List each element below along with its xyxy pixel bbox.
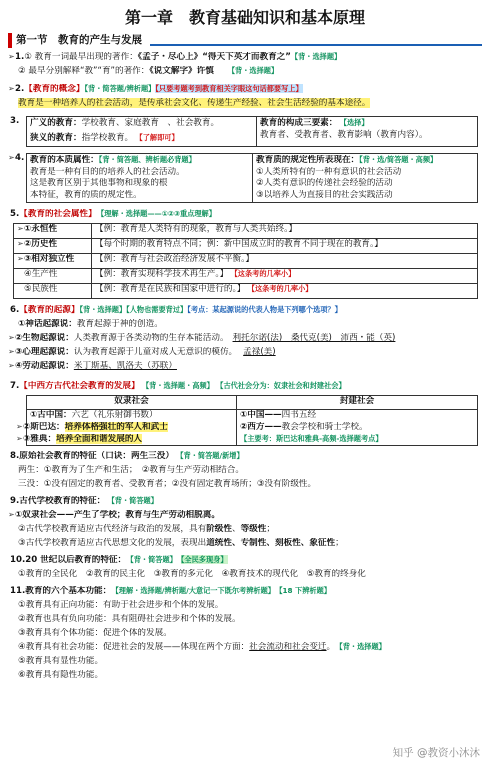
attribute-example: 【例：教育实现科学技术再生产。】 (95, 269, 229, 280)
function-line-2: ②教育也具有负向功能：具有阻碍社会进步和个体的发展。 (18, 614, 241, 625)
section-rule (150, 44, 482, 46)
item-3 (8, 116, 482, 147)
arrow-marker-icon: ➢ (16, 421, 23, 431)
ancient-school-line-3: ③古代学校教育适应古代思想文化的发展，表现出 (18, 538, 207, 549)
feudal-china-label: ①中国—— (240, 410, 282, 421)
item-11-heading: 教育的六个基本功能： (25, 586, 112, 597)
line-end: ； (266, 524, 275, 535)
feudal-west-label: ②西方—— (240, 421, 282, 432)
item-2-tag-note: 【只要考题考到教育相关字眼这句话都要写上】 (155, 84, 303, 93)
arrow-marker-icon: ➢ (17, 224, 24, 234)
arrow-marker-icon: ➢ (8, 52, 15, 61)
qualitative-tag: 【背・选/简答题・高频】 (359, 155, 438, 164)
item-8-tag: 【背・简答题/新增】 (179, 451, 244, 461)
ancient-education-table (16, 395, 478, 446)
section-title: 第一节 教育的产生与发展 (8, 33, 150, 47)
qualitative-line-1: ①人类所特有的一种有意识的社会活动 (256, 166, 402, 177)
item-9 (8, 496, 482, 552)
arrow-marker-icon: ➢ (16, 433, 23, 443)
table-row (14, 269, 478, 284)
qualitative-line-3: ③以培养人为直接目的社会实践活动 (256, 189, 393, 200)
qualitative-heading: 教育质的规定性所表现在： (256, 155, 360, 165)
item-6-tag-3: 【考点：某起源说的代表人物是下列哪个选项？】 (187, 305, 342, 315)
attribute-name: ②历史性 (24, 239, 58, 250)
origin-biology-text: 人类教育源于各类动物的生存本能活动。 (73, 333, 229, 344)
item-4-table (26, 153, 478, 203)
rank-nature: 等级性 (240, 524, 267, 535)
item-7-tag: 【背・选择题・高频】 (145, 381, 214, 391)
item-10-heading: 20 世纪以后教育的特征： (25, 555, 127, 566)
attribute-tag: 【这条考的几率小】 (251, 284, 313, 294)
item-6-heading: 【教育的起源】 (19, 305, 80, 316)
item-7 (8, 381, 482, 446)
item-1-line-2-text: ② 最早分别解释“教”“育”的著作： (18, 66, 150, 76)
ancient-school-line-1: ①奴隶社会——产生了学校；教育与生产劳动相脱离。 (15, 510, 220, 521)
ancient-china-text: 六艺（礼乐射御书数） (71, 410, 158, 421)
item-10-tag: 【背・简答题】 (130, 555, 177, 565)
item-number: 11. (10, 586, 26, 597)
item-3-table (26, 116, 478, 147)
qualitative-line-2: ②人类有意识的传递社会经验的活动 (256, 178, 393, 189)
table-row (14, 224, 478, 239)
feudal-china-text: 四书五经 (281, 410, 317, 421)
table-row (14, 239, 478, 254)
essential-attribute-tag: 【背・简答题、辨析题必背题】 (98, 155, 196, 164)
origin-psychology-people: 孟禄(美) (243, 347, 276, 358)
attribute-name: ③相对独立性 (24, 254, 75, 265)
item-4 (8, 153, 482, 203)
item-number: 8. (10, 451, 20, 462)
function-line-6: ⑥教育具有隐性功能。 (18, 670, 104, 681)
function-tag: 【背・选择题】 (339, 642, 386, 652)
attribute-name: ④生产性 (24, 269, 58, 280)
function-line-5: ⑤教育具有显性功能。 (18, 656, 104, 667)
sparta-label: ②斯巴达： (23, 421, 65, 432)
arrow-marker-icon: ➢ (8, 347, 15, 357)
item-11-tag: 【理解・选择题/辨析题/大意记一下既尔考辨析题】 (115, 586, 275, 596)
item-5 (8, 209, 482, 299)
modern-education-features: ①教育的全民化 ②教育的民主化 ③教育的多元化 ④教育技术的现代化 ⑤教育的终身化 (18, 569, 366, 580)
item-5-heading: 【教育的社会属性】 (19, 209, 97, 220)
attribute-example: 【每个时期的教育特点不同；例：新中国成立时的教育不同于现在的教育。】 (95, 239, 383, 250)
item-8-heading: 原始社会教育的特征（口诀：两生三没） (19, 451, 174, 462)
item-1-book: 《孟子・尽心上》 (137, 52, 203, 62)
item-2-definition: 教育是一种培养人的社会活动，是传承社会文化、传递生产经验、社会生活经验的基本途径。 (18, 98, 371, 108)
feudal-tag: 【主要考：斯巴达和雅典-高频-选择题考点】 (240, 433, 383, 443)
item-number: 1. (15, 52, 25, 62)
sparta-text: 培养体格强壮的军人和武士 (64, 421, 168, 432)
item-number: 6. (10, 305, 20, 316)
item-6-tag-2: 【人物也需要背过】 (126, 305, 188, 315)
item-number: 5. (10, 209, 20, 220)
item-8 (8, 451, 482, 493)
attribute-example: 【例：教育是在民族和国家中进行的。】 (95, 284, 246, 295)
cultural-nature: 道统性、专制性、刻板性、象征性 (206, 538, 336, 549)
arrow-marker-icon: ➢ (8, 510, 15, 520)
narrow-education-tag: 【了解即可】 (139, 132, 179, 142)
item-number: 2. (15, 84, 25, 94)
feudal-west-text: 教会学校和骑士学校。 (281, 421, 368, 432)
arrow-marker-icon: ➢ (8, 333, 15, 343)
origin-biology-people: 利托尔诺(法) 桑代克(美) 沛西・能（英) (232, 333, 396, 344)
item-11-tag-2: 【18 下辨析题】 (278, 586, 331, 596)
social-mobility-change: 社会流动和社会变迁 (249, 642, 327, 653)
slave-society-heading: 奴隶社会 (27, 396, 237, 410)
item-number: 4. (15, 153, 25, 163)
athens-label: ③雅典： (23, 433, 57, 444)
line-end: ； (335, 538, 344, 549)
separator: 、 (231, 524, 241, 535)
essential-attribute-line-2: 这是教育区别于其他事物和现象的根 (30, 178, 168, 189)
item-10 (8, 555, 482, 583)
line-end: 。 (326, 642, 336, 653)
broad-education-text: 学校教育、家庭教育 、社会教育。 (81, 118, 220, 128)
social-attributes-table (13, 223, 478, 299)
origin-psychology-text: 认为教育起源于儿童对成人无意识的模仿。 (73, 347, 238, 358)
essential-attribute-line-1: 教育是一种有目的的培养人的社会活动。 (30, 166, 185, 177)
item-2 (8, 84, 482, 112)
essential-attribute-line-3: 本特征，教育的质的规定性。 (30, 189, 142, 200)
attribute-example: 【例：教育与社会政治经济发展不平衡。】 (95, 254, 254, 265)
item-number: 3. (10, 116, 20, 126)
item-2-heading: 【教育的概念】 (24, 84, 85, 94)
attribute-name: ⑤民族性 (24, 284, 58, 295)
table-row (14, 254, 478, 269)
origin-myth-text: 教育起源于神的创造。 (76, 319, 163, 330)
essential-attribute-heading: 教育的本质属性： (30, 155, 99, 165)
item-6 (8, 305, 482, 375)
item-1-book-2: 《说文解字》许慎 (149, 66, 214, 76)
table-row (14, 284, 478, 299)
item-1-line-1-text: ① 教育一词最早出现的著作： (24, 52, 138, 62)
narrow-education-label: 狭义的教育： (30, 132, 82, 143)
function-line-3: ③教育具有个体功能：促进个体的发展。 (18, 628, 172, 639)
item-number: 9. (10, 496, 20, 507)
attribute-tag: 【这条考的几率小】 (234, 269, 296, 279)
three-mei-line: 三没：①没有固定的教育者、受教育者；②没有固定教育场所；③没有阶级性。 (18, 479, 317, 490)
arrow-marker-icon: ➢ (17, 254, 24, 264)
item-1 (8, 52, 482, 80)
section-header (8, 32, 482, 49)
three-elements-label: 教育的构成三要素： (260, 118, 338, 128)
zhihu-watermark: 知乎 @教资小沐沐 (392, 746, 480, 759)
origin-biology-label: ②生物起源说： (15, 333, 74, 344)
item-11 (8, 586, 482, 684)
attribute-example: 【例：教育是人类特有的现象，教育与人类共始终。】 (95, 224, 297, 235)
attribute-name: ①永恒性 (24, 224, 58, 235)
arrow-marker-icon: ➢ (8, 361, 15, 371)
item-5-tag: 【理解・选择题——①②③重点理解】 (100, 209, 216, 219)
origin-labor-people: 米丁斯基、凯洛夫（苏联） (73, 361, 177, 372)
item-6-tag: 【背・选择题】 (79, 305, 127, 315)
broad-education-label: 广义的教育： (30, 118, 82, 128)
item-1-quote: “得天下英才而教育之” (202, 52, 291, 62)
function-line-1: ①教育具有正向功能：有助于社会进步和个体的发展。 (18, 600, 224, 611)
ancient-china-label: ①古中国： (30, 410, 72, 421)
item-9-tag: 【背・简答题】 (111, 496, 158, 506)
item-10-mnemonic: 【全民多现身】 (180, 555, 228, 565)
item-1-tag: 【背・选择题】 (290, 52, 342, 61)
item-7-heading: 【中西方古代社会教育的发展】 (19, 381, 140, 392)
ancient-school-line-2: ②古代学校教育适应古代经济与政治的发展，具有 (18, 524, 207, 535)
athens-text: 培养全面和谐发展的人 (56, 433, 143, 444)
item-number: 7. (10, 381, 20, 392)
origin-psychology-label: ③心理起源说： (15, 347, 74, 358)
item-number: 10. (10, 555, 26, 566)
item-2-tag: 【背・简答题/辨析题】 (84, 84, 156, 93)
two-sheng-line: 两生：①教育为了生产和生活； ②教育与生产劳动相结合。 (18, 465, 244, 476)
origin-myth-label: ①神话起源说： (18, 319, 77, 330)
chapter-title: 第一章 教育基础知识和基本原理 (124, 8, 365, 27)
narrow-education-text: 指学校教育。 (81, 132, 134, 143)
function-line-4: ④教育具有社会功能：促进社会的发展——体现在两个方面： (18, 642, 250, 653)
three-elements-text: 教育者、受教育者、教育影响（教育内容）。 (260, 129, 428, 140)
item-9-heading: 古代学校教育的特征： (19, 496, 106, 507)
item-1-tag-2: 【背・选择题】 (227, 66, 279, 75)
arrow-marker-icon: ➢ (8, 84, 15, 93)
arrow-marker-icon: ➢ (8, 153, 15, 162)
three-elements-tag: 【选择】 (343, 118, 369, 127)
feudal-society-heading: 封建社会 (237, 396, 478, 410)
origin-labor-label: ④劳动起源说： (15, 361, 74, 372)
class-nature: 阶级性 (206, 524, 232, 535)
item-7-tag-2: 【古代社会分为：奴隶社会和封建社会】 (219, 381, 346, 391)
arrow-marker-icon: ➢ (17, 239, 24, 249)
